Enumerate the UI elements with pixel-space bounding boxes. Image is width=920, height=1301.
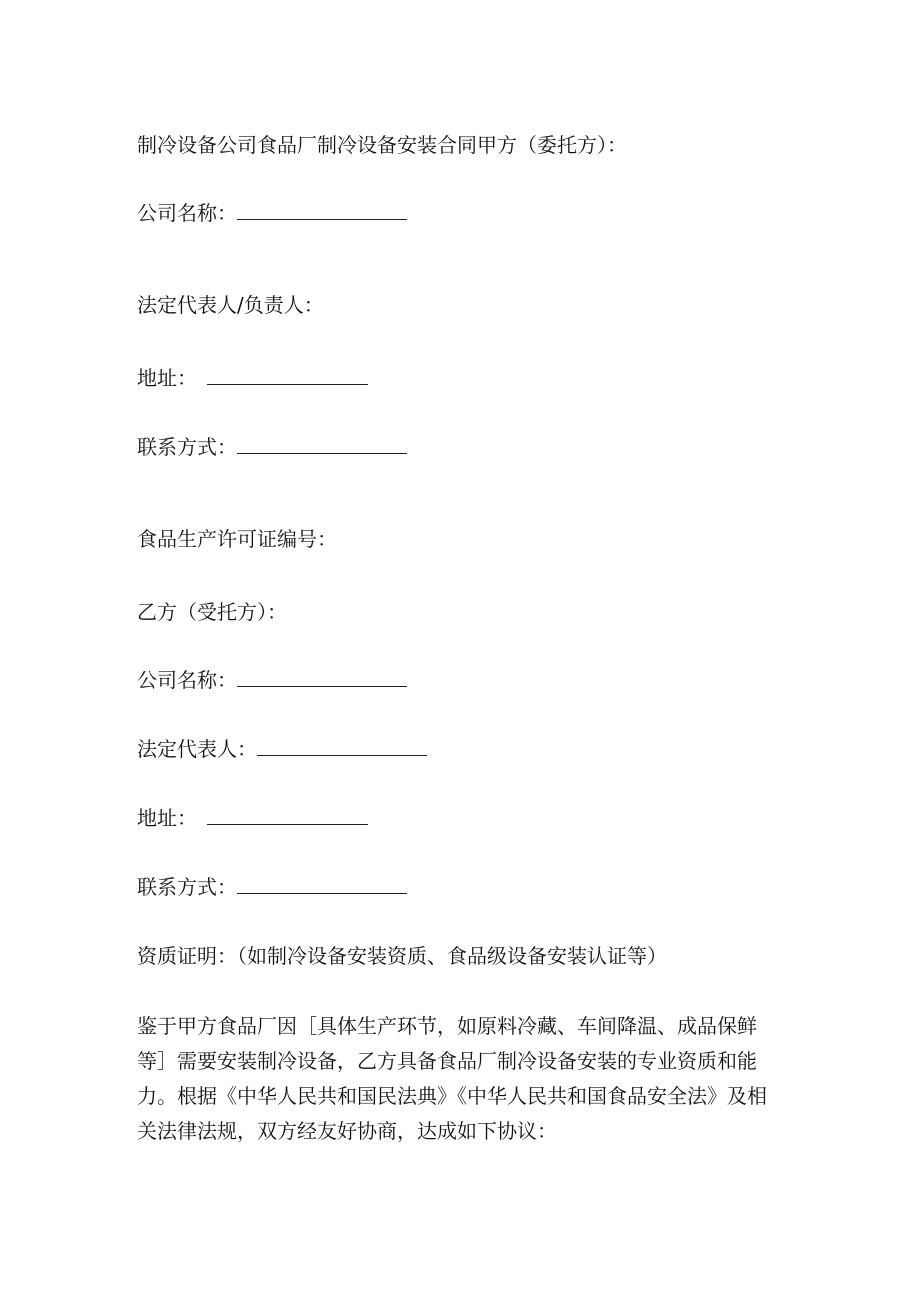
party-b-company-name-label: 公司名称： xyxy=(137,668,237,692)
party-b-address xyxy=(137,804,368,832)
party-a-company-name-blank[interactable] xyxy=(237,199,407,220)
contract-title: 制冷设备公司食品厂制冷设备安装合同甲方（委托方）： xyxy=(137,133,627,157)
party-b-company-name-blank[interactable] xyxy=(237,666,407,687)
preamble-paragraph xyxy=(137,1009,797,1149)
party-b-address-blank[interactable] xyxy=(207,804,368,825)
preamble-line: 鉴于甲方食品厂因［具体生产环节，如原料冷藏、车间降温、成品保鲜 xyxy=(137,1014,757,1038)
preamble-line: 等］需要安装制冷设备，乙方具备食品厂制冷设备安装的专业资质和能 xyxy=(137,1049,757,1073)
party-b-legal-rep-label: 法定代表人： xyxy=(137,737,257,761)
party-b-heading: 乙方（受托方）： xyxy=(137,600,287,624)
party-a-company-name xyxy=(137,199,407,227)
party-b-contact-label: 联系方式： xyxy=(137,875,237,899)
party-b-legal-rep xyxy=(137,735,427,763)
party-a-contact xyxy=(137,433,407,461)
preamble-line: 关法律法规，双方经友好协商，达成如下协议： xyxy=(137,1119,557,1143)
party-b-address-label: 地址： xyxy=(137,806,197,830)
party-b-company-name xyxy=(137,666,407,694)
party-a-license: 食品生产许可证编号： xyxy=(137,527,337,551)
party-a-address-label: 地址： xyxy=(137,366,197,390)
party-a-legal-rep: 法定代表人/负责人： xyxy=(137,293,324,317)
party-a-address xyxy=(137,364,368,392)
party-a-address-blank[interactable] xyxy=(207,364,368,385)
party-b-contact-blank[interactable] xyxy=(237,873,407,894)
preamble-line: 力。根据《中华人民共和国民法典》《中华人民共和国食品安全法》及相 xyxy=(137,1084,767,1108)
party-b-legal-rep-blank[interactable] xyxy=(257,735,427,756)
party-a-contact-label: 联系方式： xyxy=(137,435,237,459)
party-a-company-name-label: 公司名称： xyxy=(137,201,237,225)
party-b-qualification: 资质证明：（如制冷设备安装资质、食品级设备安装认证等） xyxy=(137,944,667,968)
party-b-contact xyxy=(137,873,407,901)
party-a-contact-blank[interactable] xyxy=(237,433,407,454)
